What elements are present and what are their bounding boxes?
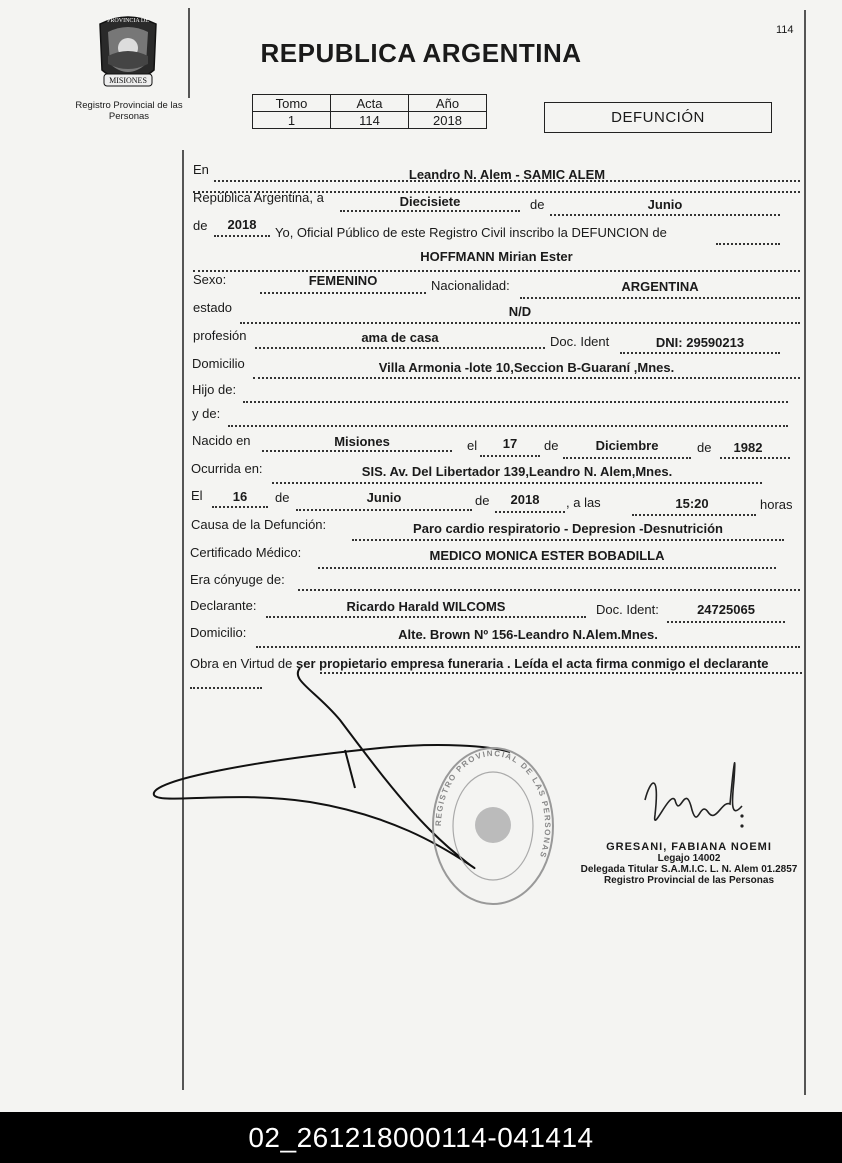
label-doc-ident: Doc. Ident bbox=[550, 334, 610, 349]
value-estado: N/D bbox=[508, 304, 532, 319]
dotted-line bbox=[262, 450, 452, 452]
official-cargo: Delegada Titular S.A.M.I.C. L. N. Alem 01.2857 bbox=[580, 864, 798, 875]
dotted-line bbox=[243, 401, 788, 403]
dotted-line bbox=[260, 292, 426, 294]
label-estado: estado bbox=[193, 300, 233, 315]
value-nac-mes: Diciembre bbox=[595, 438, 659, 453]
label-ocurrida-en: Ocurrida en: bbox=[191, 461, 263, 476]
label-domicilio-2: Domicilio: bbox=[190, 625, 247, 640]
header-acta: Acta bbox=[331, 95, 409, 112]
logo-text-bottom: MISIONES bbox=[109, 76, 147, 85]
label-a-las: , a las bbox=[566, 495, 601, 510]
dotted-line bbox=[240, 322, 800, 324]
label-horas: horas bbox=[760, 497, 793, 512]
official-signature bbox=[630, 740, 750, 850]
value-acta: 114 bbox=[331, 112, 409, 129]
label-nacido-en: Nacido en bbox=[192, 433, 251, 448]
value-sexo: FEMENINO bbox=[308, 273, 378, 288]
dotted-line bbox=[520, 297, 800, 299]
dotted-line bbox=[550, 214, 780, 216]
dotted-line bbox=[318, 567, 776, 569]
registro-label: Registro Provincial de las Personas bbox=[75, 100, 183, 122]
dotted-line bbox=[255, 347, 545, 349]
value-nac-dia: 17 bbox=[502, 436, 518, 451]
value-certificado: MEDICO MONICA ESTER BOBADILLA bbox=[429, 548, 665, 563]
value-profesion: ama de casa bbox=[361, 330, 439, 345]
page-number: 114 bbox=[776, 24, 794, 36]
label-declarante: Declarante: bbox=[190, 598, 257, 613]
label-causa: Causa de la Defunción: bbox=[191, 517, 327, 532]
dotted-line bbox=[253, 377, 800, 379]
value-def-anio: 2018 bbox=[510, 492, 540, 507]
label-domicilio: Domicilio bbox=[192, 356, 245, 371]
label-profesion: profesión bbox=[193, 328, 247, 343]
dotted-line bbox=[480, 455, 540, 457]
label-conyuge: Era cónyuge de: bbox=[190, 572, 285, 587]
value-tomo: 1 bbox=[253, 112, 331, 129]
value-nac-anio: 1982 bbox=[733, 440, 763, 455]
dotted-line bbox=[495, 511, 565, 513]
dotted-line bbox=[193, 270, 800, 272]
dotted-line bbox=[214, 235, 270, 237]
value-ocurrida-en: SIS. Av. Del Libertador 139,Leandro N. Alem,Mnes. bbox=[361, 464, 673, 479]
official-block bbox=[574, 842, 804, 886]
dotted-line bbox=[352, 539, 784, 541]
svg-text:REGISTRO PROVINCIAL DE LAS PER bbox=[434, 749, 552, 860]
value-def-mes: Junio bbox=[366, 490, 402, 505]
label-de-nac: de bbox=[544, 438, 559, 453]
value-declarante-doc: 24725065 bbox=[697, 602, 755, 617]
dotted-line bbox=[212, 506, 268, 508]
page-title: REPUBLICA ARGENTINA bbox=[260, 38, 582, 68]
stamp-text: REGISTRO PROVINCIAL DE LAS PERSONAS bbox=[433, 748, 553, 860]
dotted-line bbox=[632, 514, 756, 516]
label-hijo-de: Hijo de: bbox=[192, 382, 237, 397]
official-registro: Registro Provincial de las Personas bbox=[603, 875, 775, 886]
label-en: En bbox=[193, 162, 209, 177]
logo-text-top: PROVINCIA DE bbox=[107, 18, 149, 24]
dotted-line bbox=[720, 457, 790, 459]
value-def-dia: 16 bbox=[232, 489, 248, 504]
dotted-line bbox=[266, 616, 586, 618]
official-stamp bbox=[430, 745, 556, 907]
dotted-line bbox=[340, 210, 520, 212]
right-margin-line bbox=[804, 10, 806, 1095]
dotted-line bbox=[620, 352, 780, 354]
label-de-def-anio: de bbox=[475, 493, 490, 508]
label-republica: República Argentina, a bbox=[193, 190, 324, 205]
tomo-acta-ano-table bbox=[252, 94, 487, 129]
value-dni: DNI: 29590213 bbox=[655, 335, 745, 350]
label-el-cap: El bbox=[191, 488, 203, 503]
dotted-line bbox=[272, 482, 762, 484]
left-margin-line-lower bbox=[182, 150, 184, 1090]
dotted-line bbox=[563, 457, 691, 459]
dotted-line bbox=[256, 646, 800, 648]
label-de-def: de bbox=[275, 490, 290, 505]
dotted-line bbox=[298, 589, 800, 591]
value-nacionalidad: ARGENTINA bbox=[621, 279, 699, 294]
value-mes: Junio bbox=[647, 197, 683, 212]
label-de-anio: de bbox=[193, 218, 208, 233]
value-obra: ser propietario empresa funeraria . Leída el acta firma conmigo el declarante bbox=[296, 656, 769, 671]
value-causa: Paro cardio respiratorio - Depresion -Desnutrición bbox=[413, 521, 723, 536]
value-declarante-domicilio: Alte. Brown Nº 156-Leandro N.Alem.Mnes. bbox=[398, 627, 658, 642]
label-de-nac-anio: de bbox=[697, 440, 712, 455]
header-tomo: Tomo bbox=[253, 95, 331, 112]
header-ano: Año bbox=[409, 95, 487, 112]
value-lugar: Leandro N. Alem - SAMIC ALEM bbox=[408, 167, 606, 182]
label-obra: Obra en Virtud de bbox=[190, 656, 293, 671]
value-dia: Diecisiete bbox=[399, 194, 461, 209]
value-nombre: HOFFMANN Mirian Ester bbox=[420, 249, 573, 264]
official-legajo: Legajo 14002 bbox=[657, 853, 721, 864]
label-el: el bbox=[467, 438, 478, 453]
dotted-line bbox=[228, 425, 788, 427]
value-ano: 2018 bbox=[409, 112, 487, 129]
label-nacionalidad: Nacionalidad: bbox=[431, 278, 510, 293]
label-y-de: y de: bbox=[192, 406, 221, 421]
label-yo: Yo, Oficial Público de este Registro Civil inscribo la DEFUNCION de bbox=[275, 225, 667, 240]
label-sexo: Sexo: bbox=[193, 272, 227, 287]
footer-code: 02_261218000114-041414 bbox=[0, 1112, 842, 1163]
dotted-line bbox=[716, 243, 780, 245]
dotted-line bbox=[296, 509, 472, 511]
label-certificado: Certificado Médico: bbox=[190, 545, 302, 560]
value-anio: 2018 bbox=[227, 217, 257, 232]
label-doc-ident-2: Doc. Ident: bbox=[596, 602, 659, 617]
official-name: GRESANI, FABIANA NOEMI bbox=[606, 841, 772, 853]
value-declarante: Ricardo Harald WILCOMS bbox=[346, 599, 506, 614]
dotted-line bbox=[667, 621, 785, 623]
value-def-hora: 15:20 bbox=[675, 496, 709, 511]
label-de: de bbox=[530, 197, 545, 212]
value-nacido-en: Misiones bbox=[334, 434, 390, 449]
record-type-box: DEFUNCIÓN bbox=[544, 102, 772, 133]
value-domicilio: Villa Armonia -lote 10,Seccion B-Guaraní ,Mnes. bbox=[378, 360, 675, 375]
